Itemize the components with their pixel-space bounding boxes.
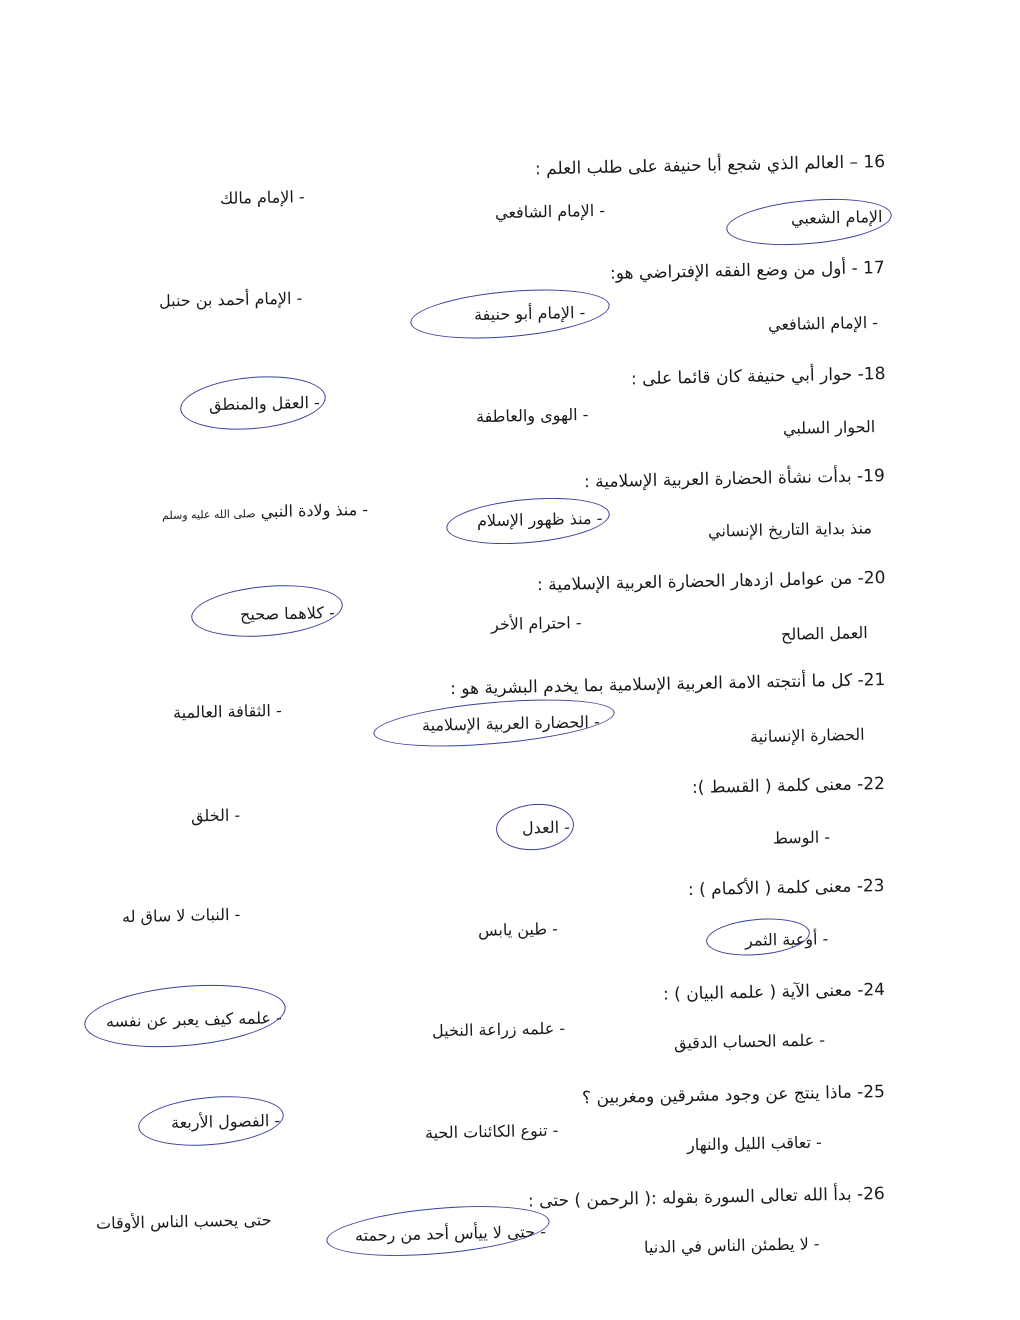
q18-option-2[interactable]: - الهوى والعاطفة xyxy=(475,404,589,427)
q17-option-1[interactable]: - الإمام الشافعي xyxy=(767,312,879,335)
q19-option-2[interactable]: - منذ ظهور الإسلام xyxy=(476,508,603,531)
q25-option-1[interactable]: - تعاقب الليل والنهار xyxy=(686,1132,823,1155)
question-20: 20- من عوامل ازدهار الحضارة العربية الإسلامية : xyxy=(536,568,886,596)
q16-option-1[interactable]: الإمام الشعبي xyxy=(790,207,883,228)
q23-option-3[interactable]: - النبات لا ساق له xyxy=(121,904,241,927)
q23-option-2[interactable]: - طين يابس xyxy=(477,919,559,940)
q20-option-2[interactable]: - احترام الأخر xyxy=(491,613,583,634)
q24-option-3[interactable]: - علمه كيف يعبر عن نفسه xyxy=(105,1008,283,1031)
q19-option-3[interactable] xyxy=(162,500,368,523)
q23-option-1[interactable]: - أوعية الثمر xyxy=(744,929,829,950)
q19-option-1[interactable]: منذ بداية التاريخ الإنساني xyxy=(707,518,873,541)
q18-option-1[interactable]: الحوار السلبي xyxy=(782,417,876,438)
q25-option-3[interactable]: - الفصول الأربعة xyxy=(170,1110,281,1133)
q16-option-3[interactable]: - الإمام مالك xyxy=(220,187,306,208)
q22-option-1[interactable]: - الوسط xyxy=(772,827,831,848)
q26-option-2[interactable]: - حتى لا ييأس أحد من رحمته xyxy=(354,1222,547,1245)
q17-option-3[interactable]: - الإمام أحمد بن حنبل xyxy=(158,288,303,311)
q21-option-2[interactable]: - الحضارة العربية الإسلامية xyxy=(422,712,601,735)
q16-option-2[interactable]: - الإمام الشافعي xyxy=(494,200,606,223)
q17-option-2[interactable]: - الإمام أبو حنيفة xyxy=(473,302,586,325)
q24-option-2[interactable]: - علمه زراعة النخيل xyxy=(431,1018,566,1041)
q19-option-3-label: - منذ ولادة النبي xyxy=(260,499,369,522)
question-24: 24- معنى الآية ( علمه البيان ) : xyxy=(662,980,886,1005)
q21-option-1[interactable]: الحضارة الإنسانية xyxy=(750,724,866,747)
q22-option-2[interactable]: - العدل xyxy=(521,817,571,838)
question-22: 22- معنى كلمة ( القسط ): xyxy=(691,774,886,799)
q26-option-3[interactable]: حتى يحسب الناس الأوقات xyxy=(96,1210,273,1233)
question-25: 25- ماذا ينتج عن وجود مشرقين ومغربين ؟ xyxy=(581,1082,886,1109)
question-21: 21- كل ما أنتجته الامة العربية الإسلامية بما يخدم البشرية هو : xyxy=(449,670,886,700)
q26-option-1[interactable]: - لا يطمئن الناس في الدنيا xyxy=(644,1234,821,1257)
question-16: 16 – العالم الذي شجع أبا حنيفة على طلب العلم : xyxy=(534,152,886,180)
question-23: 23- معنى كلمة ( الأكمام ) : xyxy=(688,876,886,901)
q20-option-1[interactable]: العمل الصالح xyxy=(781,623,869,644)
q24-option-1[interactable]: - علمه الحساب الدقيق xyxy=(673,1030,826,1053)
q22-option-3[interactable]: - الخلق xyxy=(190,805,241,826)
q20-option-3[interactable]: - كلاهما صحيح xyxy=(240,603,336,624)
q25-option-2[interactable]: - تنوع الكائنات الحية xyxy=(424,1120,559,1143)
question-19: 19- بدأت نشأة الحضارة العربية الإسلامية : xyxy=(584,466,886,493)
question-26: 26- بدأ الله تعالى السورة بقوله :( الرحمن ) حتى : xyxy=(528,1184,886,1212)
question-18: 18- حوار أبي حنيفة كان قائما على : xyxy=(630,364,886,390)
q19-option-3-note: صلى الله عليه وسلم xyxy=(161,507,256,523)
q18-option-3[interactable]: - العقل والمنطق xyxy=(209,392,321,415)
question-17: 17 - أول من وضع الفقه الإفتراضي هو: xyxy=(610,258,886,284)
q21-option-3[interactable]: - الثقافة العالمية xyxy=(173,700,283,723)
